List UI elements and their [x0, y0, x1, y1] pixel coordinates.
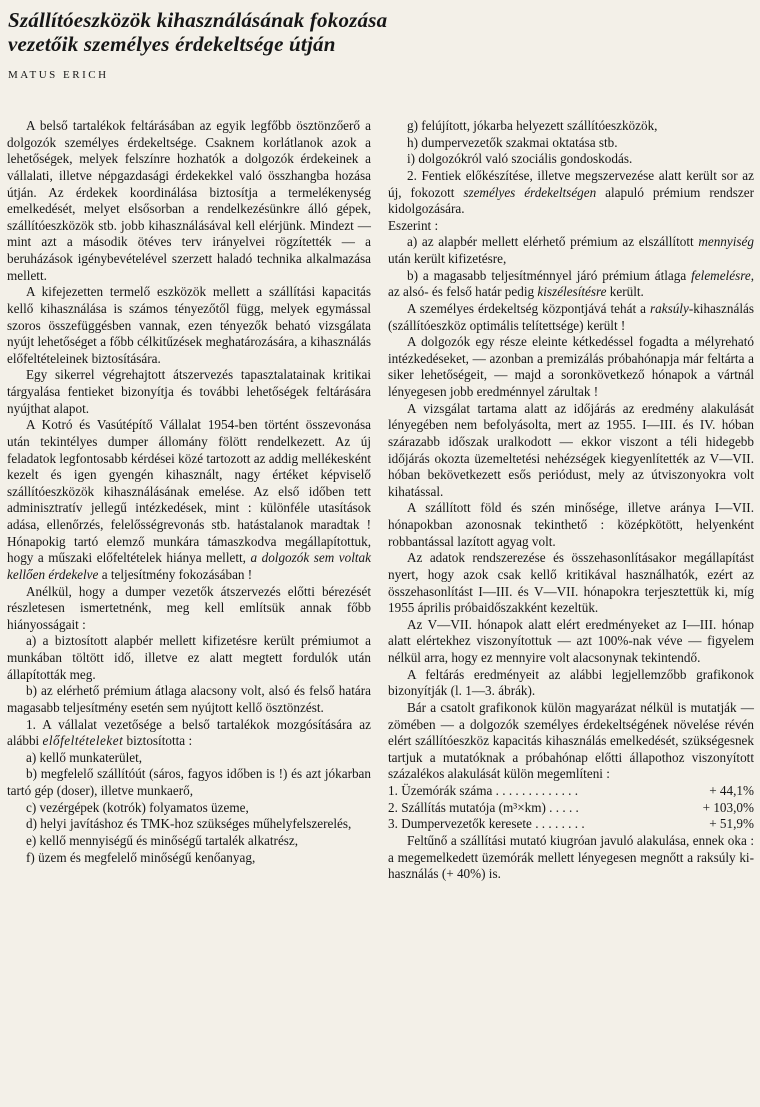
stats-table — [388, 783, 754, 833]
article-title — [8, 8, 708, 56]
paragraph: Az V—VII. hónapok alatt elért eredményeket az I—III. hónap alatt elértekhez viszonyítottuk — azt 100%-nak véve — figyelem nélkül arra, hogy ez mennyire volt alacsonynak tekintendő. — [388, 616, 754, 665]
paragraph: A vizsgálat tartama alatt az időjárás az eredmény alakulását lényegében nem befolyásolta, mert az 1955. I—III. és IV. hóban szárazabb időszak uralkodott — ekkor viszont a téli hidegebb időjárás okozta üzemeltetési nehézségek kiegyenlítették az V—VII. hóban bekövetkezett esős periódust, mely az útviszonyokra volt kihatással. — [388, 400, 754, 499]
list-item: f) üzem és megfelelő minőségű kenőanyag, — [26, 849, 256, 865]
right-column — [388, 118, 754, 883]
text-run: alapuló prémium rendszer kidolgozására. — [388, 184, 755, 217]
text-run: után került kifizetésre, — [388, 251, 507, 266]
title-line-1: Szállítóeszközök kihasználásának fokozása — [8, 8, 388, 32]
list-item: i) dolgozókról való szociális gondoskodás. — [407, 151, 633, 167]
text-run: biztosította : — [123, 733, 193, 749]
left-column — [7, 118, 371, 866]
stat-label: 3. Dumpervezetők keresete . . . . . . . . — [388, 816, 585, 832]
emphasis-text: raksúly — [649, 300, 689, 316]
paragraph: A dolgozók egy része eleinte kétkedéssel fogadta a mélyreható intézkedéseket, — azonban a premizálás próbahónapja már feltárta a siker lehetőségeit, — majd a soronkövetkező hónapok a vártnál lényegesen jobb eredménnyel zárultak ! — [388, 334, 754, 399]
paragraph: A belső tartalékok feltárásában az egyik legfőbb ösztönzőerő a dolgozók személyes érdekeltsége. Csaknem korlátlanok azok a lehetőségek, melyek felszínre hozhatók a dolgozók érdekeinek a vállalati, illetve népgazdasági érdekekkel való összhangba hozása útján. Az érdekek koordinálása biztosítja a termelékenység emelkedését, melyet elsősorban a rendelkezésünkre álló gépek, szállítóeszközök stb. jobb kihasználásával kell elérjünk. Mindezt — mint azt a második ötéves terv irányelvei rögzítették — a beruházások igénybevételével szerzett haladó technika alkalmazása mellett. — [7, 118, 371, 283]
text-run: A személyes érdekeltség központjává tehát a — [407, 300, 650, 316]
list-item — [388, 268, 754, 301]
paragraph: Egy sikerrel végrehajtott átszervezés tapasztalatainak kritikai tárgyalása fentieket bizonyítja és további lehetőségek feltárására nyújthat alapot. — [7, 367, 371, 416]
list-item: a) a biztosított alapbér mellett kifizetésre került prémiumot a munkában töltött idő, illetve ez alatt megtett fordulók után állapították meg. — [7, 633, 371, 682]
list-item — [388, 234, 754, 267]
paragraph: Bár a csatolt grafikonok külön magyarázat nélkül is mutatják — zömében — a dolgozók személyes érdekeltségének növelése révén elért szállítóeszköz kapacitás kihasználás emelkedését, szükségesnek tartjuk a mutatóknak a próbahónap előtti állapothoz viszonyított százalékos alakulását külön megemlíteni : — [388, 699, 754, 782]
text-run: b) a magasabb teljesítménnyel járó prémium átlaga — [407, 267, 692, 283]
text-run: , az alsó- és felső határ pedig — [388, 267, 754, 300]
list-item: b) az elérhető prémium átlaga alacsony volt, alsó és felső határa magasabb teljesítmény esetén sem nyújtott kellő ösztönzést. — [7, 683, 371, 715]
paragraph: Anélkül, hogy a dumper vezetők átszervezés előtti bérezését részletesen ismertetnénk, meg kell említsük annak főbb hiányosságait : — [7, 583, 371, 632]
table-row — [388, 783, 754, 800]
stat-label: 1. Üzemórák száma . . . . . . . . . . . . . — [388, 783, 579, 798]
paragraph: Eszerint : — [388, 217, 439, 233]
table-row — [388, 800, 754, 817]
paragraph: A feltárás eredményeit az alábbi legjellemzőbb grafikonok bizonyítják (l. 1—3. ábrák). — [388, 666, 754, 699]
text-run: a teljesítmény fokozásában ! — [98, 566, 253, 582]
paragraph: Feltűnő a szállítási mutató kiugróan javuló alakulása, ennek oka : a megemelkedett üzemórák mellett lényegesen megnőtt a raksúly kihasználás (+ 40%) is. — [388, 832, 754, 882]
paragraph — [388, 301, 754, 334]
author-name: MATUS ERICH — [8, 69, 109, 81]
paragraph — [388, 168, 754, 218]
emphasis-text: a dolgozók sem voltak kellően érdekelve — [7, 550, 371, 582]
stat-value: + 51,9% — [709, 816, 754, 832]
text-run: került. — [606, 284, 644, 300]
paragraph: Az adatok rendszerezése és összehasonlításakor megállapítást nyert, hogy azok csak kellő kritikával használhatók, ezért az összehasonlítást I—III. és V—VII. hónapokra terjesztettük ki, míg 1955 április próbaidőszakként kezeltük. — [388, 550, 754, 616]
title-line-2: vezetőik személyes érdekeltsége útján — [8, 32, 336, 56]
list-item: c) vezérgépek (kotrók) folyamatos üzeme, — [26, 799, 249, 815]
list-item: a) kellő munkaterület, — [26, 749, 143, 765]
emphasis-text: kiszélesítésre — [537, 284, 607, 300]
table-row — [388, 816, 754, 833]
stat-value: + 44,1% — [709, 783, 754, 798]
list-item: b) megfelelő szállítóút (sáros, fagyos időben is !) és azt jókarban tartó gép (doser), illetve munkaerő, — [7, 766, 371, 798]
text-run: 1. A vállalat vezetősége a belső tartalékok mozgósítására az alábbi — [7, 716, 371, 749]
emphasis-text: előfeltételeket — [42, 733, 124, 749]
emphasis-text: mennyiség — [698, 234, 754, 250]
text-run: A Kotró és Vasútépítő Vállalat 1954-ben történt összevonása után tekintélyes dumper állomány fölött rendelkezett. Az új feladatok legfontosabb kérdései közé tartozott az addig mellékesként kezelt és igen gyengén kihasznált, nagy értéket képviselő szállítóeszközök kihasználásának emelése. Az első időben tett adminisztratív jellegű intézkedések, mint : különféle utasítások adása, ellenőrzés, felelősségrevonás stb. hatástalanok maradtak ! Hónapokig tartó elemző munkára támaszkodva megállapítottuk, hogy a műszaki előfeltételek hiánya mellett, — [7, 417, 371, 566]
list-item: h) dumpervezetők szakmai oktatása stb. — [407, 134, 618, 150]
stat-label: 2. Szállítás mutatója (m³×km) . . . . . — [388, 799, 579, 815]
emphasis-text: felemelésre — [691, 267, 751, 283]
list-item: d) helyi javításhoz és TMK-hoz szükséges műhelyfelszerelés, — [26, 816, 352, 832]
paragraph — [7, 417, 371, 583]
paragraph — [7, 717, 371, 750]
list-item: e) kellő mennyiségű és minőségű tartalék alkatrész, — [26, 832, 299, 848]
emphasis-text: személyes érdekeltségen — [463, 184, 597, 200]
text-run: a) az alapbér mellett elérhető prémium az elszállított — [407, 234, 699, 250]
paragraph: A szállított föld és szén minősége, illetve aránya I—VII. hónapokban azonosnak tekinthető : középkötött, helyenként robbantással lazított agyag volt. — [388, 500, 754, 549]
text-run: -kihasználás (szállítóeszköz optimális telítettsége) került ! — [388, 300, 754, 333]
list-item: g) felújított, jókarba helyezett szállítóeszközök, — [407, 118, 658, 133]
paragraph: A kifejezetten termelő eszközök mellett a szállítási kapacitás kellő kihasználása is számos tényezőtől függ, melyek egymással szoros összefüggésben vannak, ezen tényezők beható vizsgálata nyújt lehetőséget a főbb célkitűzések meghatározására, a kihasználás előfeltételeinek biztosítására. — [7, 284, 371, 366]
text-run: 2. Fentiek előkészítése, illetve megszervezése alatt került sor az új, fokozott — [388, 167, 754, 200]
stat-value: + 103,0% — [702, 799, 754, 815]
